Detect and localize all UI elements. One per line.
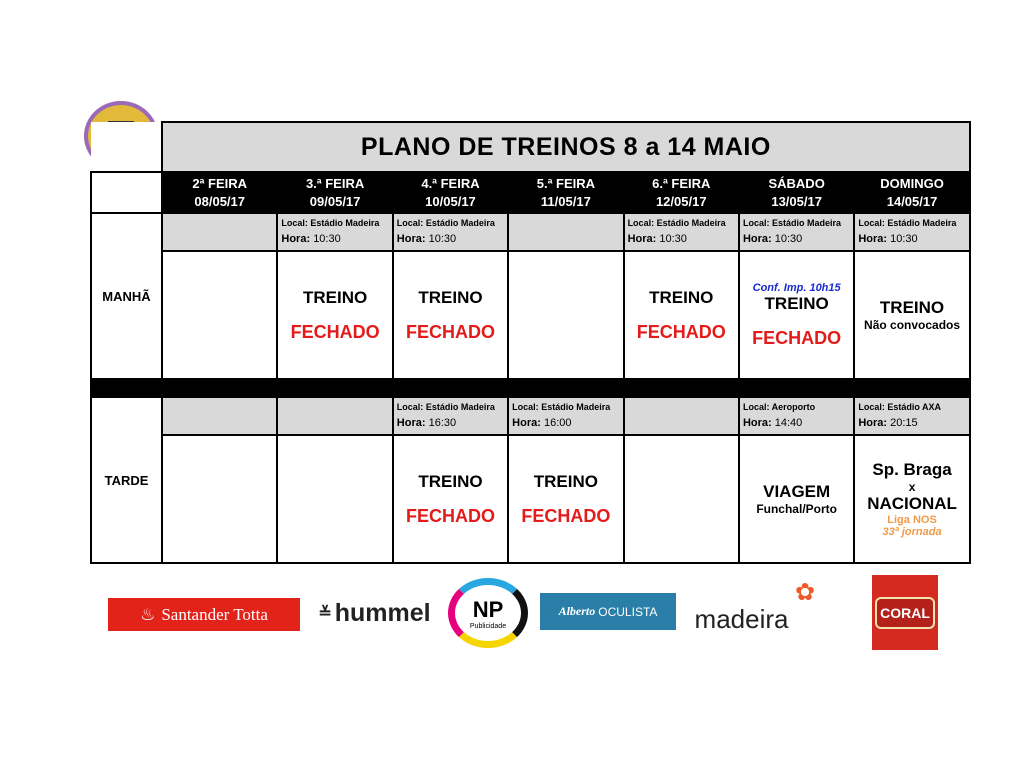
note: Conf. Imp. 10h15 [752,281,841,294]
time: Hora: 20:15 [858,417,918,429]
session-title: Sp. Braga [872,460,952,479]
day-header [854,172,969,213]
session-cell [508,435,623,563]
day-date: 12/05/17 [655,193,707,209]
time: Hora: 10:30 [858,233,918,245]
sponsors-bar [0,575,1024,655]
sponsor-santander: ♨ Santander Totta [108,598,300,631]
session-cell [624,435,739,563]
time: Hora: 16:00 [512,417,572,429]
opponent: NACIONAL [867,494,957,513]
sponsor-madeira: madeira [694,603,789,634]
session-title: TREINO [418,471,483,491]
day-header [393,172,508,213]
time: Hora: 10:30 [396,233,457,245]
session-cell [739,251,854,379]
day-header [277,172,392,213]
session-cell [624,251,739,379]
session-info [624,397,739,435]
location: Local: Aeroporto [742,402,816,412]
day-date: 10/05/17 [425,193,476,209]
location: Local: Estádio Madeira [858,218,957,228]
league: Liga NOS [887,514,937,526]
round: 33ª jornada [882,526,942,538]
location: Local: Estádio Madeira [627,218,726,228]
time: Hora: 10:30 [742,233,803,245]
day-date: 14/05/17 [886,193,938,209]
day-date: 13/05/17 [771,193,822,209]
day-name: SÁBADO [768,175,825,191]
madeira-flower-icon: ✿ [794,578,816,606]
day-name: 5.ª FEIRA [536,175,595,191]
session-info [277,213,392,251]
time: Hora: 10:30 [627,233,687,245]
location: Local: Estádio Madeira [742,218,842,228]
session-info [277,397,392,435]
session-title: TREINO [649,287,714,307]
session-info [739,213,854,251]
time: Hora: 14:40 [742,417,803,429]
day-header [162,172,277,213]
time: Hora: 10:30 [281,233,341,245]
session-subtitle: Funchal/Porto [756,502,837,516]
period-label-morning: MANHÃ [91,213,162,379]
separator [91,379,970,397]
versus: x [908,480,916,494]
session-info [854,213,969,251]
session-title: TREINO [302,287,368,307]
session-cell [854,251,969,379]
day-name: DOMINGO [880,175,944,191]
session-info [739,397,854,435]
day-date: 09/05/17 [309,193,361,209]
session-info [162,213,277,251]
sponsor-alberto-oculista: Alberto OCULISTA [540,593,676,630]
closed-label: FECHADO [636,321,726,342]
location: Local: Estádio Madeira [512,402,611,412]
session-cell [854,435,969,563]
session-cell [277,435,392,563]
location: Local: Estádio Madeira [281,218,380,228]
session-title: TREINO [418,287,483,307]
session-info [393,213,508,251]
session-title: TREINO [879,298,945,317]
session-subtitle: Não convocados [864,318,961,332]
period-label-afternoon: TARDE [91,397,162,563]
session-title: VIAGEM [763,482,831,501]
session-cell [162,435,277,563]
day-date: 08/05/17 [194,193,245,209]
day-name: 4.ª FEIRA [421,175,480,191]
day-date: 11/05/17 [540,193,591,209]
session-title: TREINO [533,471,598,491]
training-schedule [90,121,971,564]
location: Local: Estádio Madeira [396,402,495,412]
sponsor-np: NP Publicidade [448,578,528,648]
sponsor-hummel: ≚ hummel [318,598,431,627]
day-name: 2ª FEIRA [192,175,248,191]
session-info [162,397,277,435]
day-name: 6.ª FEIRA [652,175,711,191]
closed-label: FECHADO [752,327,842,348]
session-info [393,397,508,435]
session-cell [162,251,277,379]
session-title: TREINO [764,293,829,313]
session-info [508,213,623,251]
location: Local: Estádio Madeira [396,218,495,228]
page-title: PLANO DE TREINOS 8 a 14 MAIO [162,122,970,172]
session-cell [508,251,623,379]
closed-label: FECHADO [405,321,495,342]
session-info [508,397,623,435]
session-cell [393,435,508,563]
closed-label: FECHADO [405,505,495,526]
sponsor-coral: CORAL [872,575,938,650]
day-header [739,172,854,213]
session-cell [739,435,854,563]
location: Local: Estádio AXA [858,402,942,412]
time: Hora: 16:30 [396,417,457,429]
closed-label: FECHADO [521,505,611,526]
session-cell [393,251,508,379]
session-cell [277,251,392,379]
session-info [854,397,969,435]
day-header [624,172,739,213]
closed-label: FECHADO [290,321,380,342]
day-name: 3.ª FEIRA [305,175,365,191]
session-info [624,213,739,251]
day-header [508,172,623,213]
